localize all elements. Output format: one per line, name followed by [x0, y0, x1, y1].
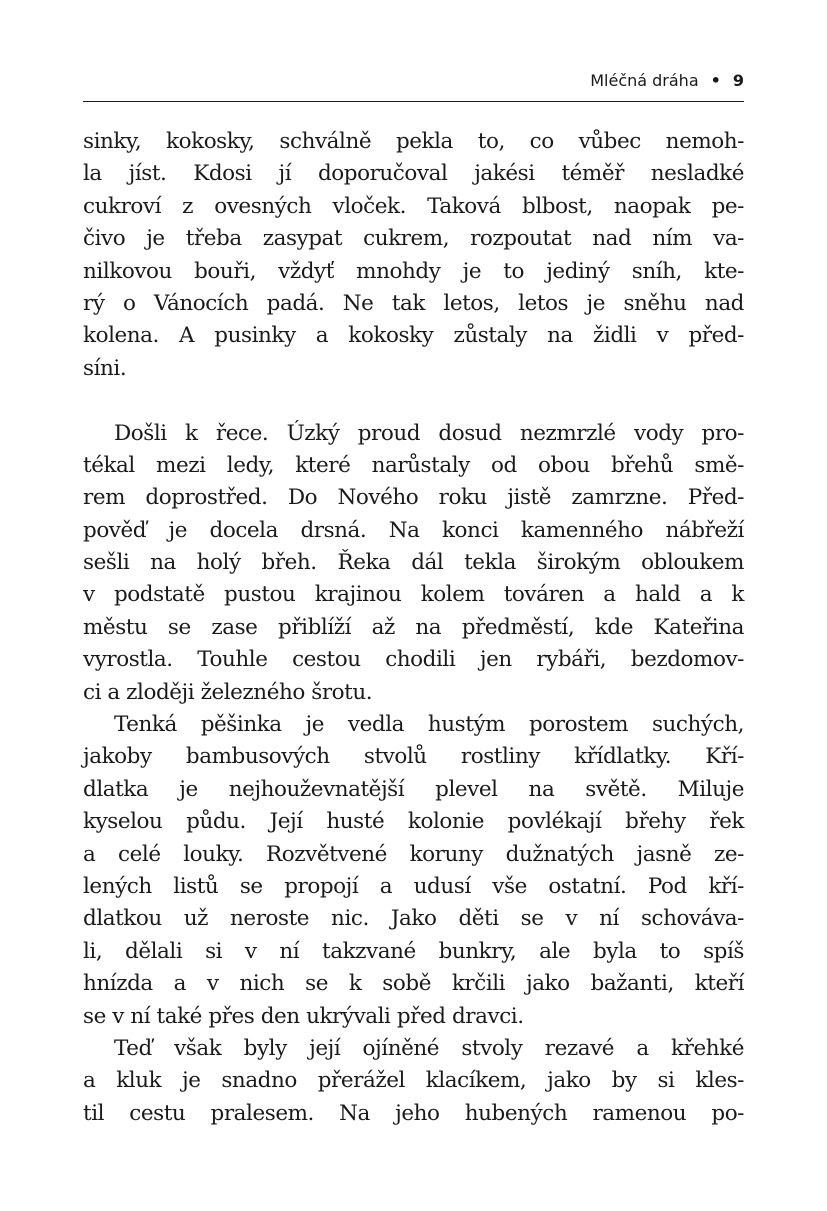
- text-line: jakoby bambusových stvolů rostliny křídlatky. Kří-: [83, 744, 744, 770]
- text-line: kolena. A pusinky a kokosky zůstaly na židli v před-: [83, 323, 744, 349]
- text-line: dlatkou už neroste nic. Jako děti se v ní schováva-: [83, 906, 744, 932]
- text-line: a kluk je snadno přerážel klacíkem, jako by si kles-: [83, 1068, 744, 1094]
- text-line: a celé louky. Rozvětvené koruny dužnatých jasně ze-: [83, 841, 744, 867]
- text-line: ci a zloději železného šrotu.: [83, 679, 373, 705]
- text-line: Došli k řece. Úzký proud dosud nezmrzlé vody pro-: [114, 420, 744, 446]
- text-line: lených listů se propojí a udusí vše ostatní. Pod kří-: [83, 873, 744, 899]
- section-break: [83, 385, 744, 417]
- text-line: dlatka je nejhouževnatější plevel na světě. Miluje: [83, 776, 744, 802]
- paragraph-4: [83, 1033, 744, 1130]
- text-line: til cestu pralesem. Na jeho hubených ramenou po-: [83, 1100, 744, 1126]
- text-line: sinky, kokosky, schválně pekla to, co vůbec nemoh-: [83, 129, 744, 154]
- text-line: pověď je docela drsná. Na konci kamenného nábřeží: [83, 517, 744, 543]
- page-number: 9: [732, 71, 744, 90]
- header-separator: •: [710, 71, 721, 90]
- text-line: hnízda a v nich se k sobě krčili jako bažanti, kteří: [83, 971, 744, 997]
- header-rule: [83, 101, 744, 102]
- text-line: rem doprostřed. Do Nového roku jistě zamrzne. Před-: [83, 485, 744, 511]
- text-line: v podstatě pustou krajinou kolem továren a hald a k: [83, 582, 744, 608]
- text-line: čivo je třeba zasypat cukrem, rozpoutat nad ním va-: [83, 226, 744, 252]
- paragraph-2: [83, 418, 744, 710]
- text-line: Tenká pěšinka je vedla hustým porostem suchých,: [114, 712, 744, 738]
- text-line: rý o Vánocích padá. Ne tak letos, letos je sněhu nad: [83, 290, 744, 316]
- text-line: cukroví z ovesných vloček. Taková blbost, naopak pe-: [83, 193, 744, 219]
- running-header: [83, 66, 744, 98]
- paragraph-1: [83, 126, 744, 385]
- text-line: li, dělali si v ní takzvané bunkry, ale byla to spíš: [83, 938, 744, 964]
- text-line: la jíst. Kdosi jí doporučoval jakési téměř nesladké: [83, 161, 744, 187]
- text-line: sešli na holý břeh. Řeka dál tekla širokým obloukem: [83, 550, 744, 576]
- paragraph-3: [83, 709, 744, 1033]
- text-line: městu se zase přiblíží až na předměstí, kde Kateřina: [83, 614, 744, 640]
- text-line: tékal mezi ledy, které narůstaly od obou břehů smě-: [83, 452, 744, 478]
- text-line: síni.: [83, 355, 127, 381]
- text-line: Teď však byly její ojíněné stvoly rezavé a křehké: [114, 1035, 744, 1061]
- text-line: vyrostla. Touhle cestou chodili jen rybáři, bezdomov-: [83, 647, 744, 673]
- body-text: [83, 126, 744, 1130]
- text-line: nilkovou bouři, vždyť mnohdy je to jediný sníh, kte-: [83, 258, 744, 284]
- book-title: Mléčná dráha: [590, 71, 699, 90]
- text-line: kyselou půdu. Její husté kolonie povlékají břehy řek: [83, 809, 744, 835]
- text-line: se v ní také přes den ukrývali před dravci.: [83, 1003, 524, 1029]
